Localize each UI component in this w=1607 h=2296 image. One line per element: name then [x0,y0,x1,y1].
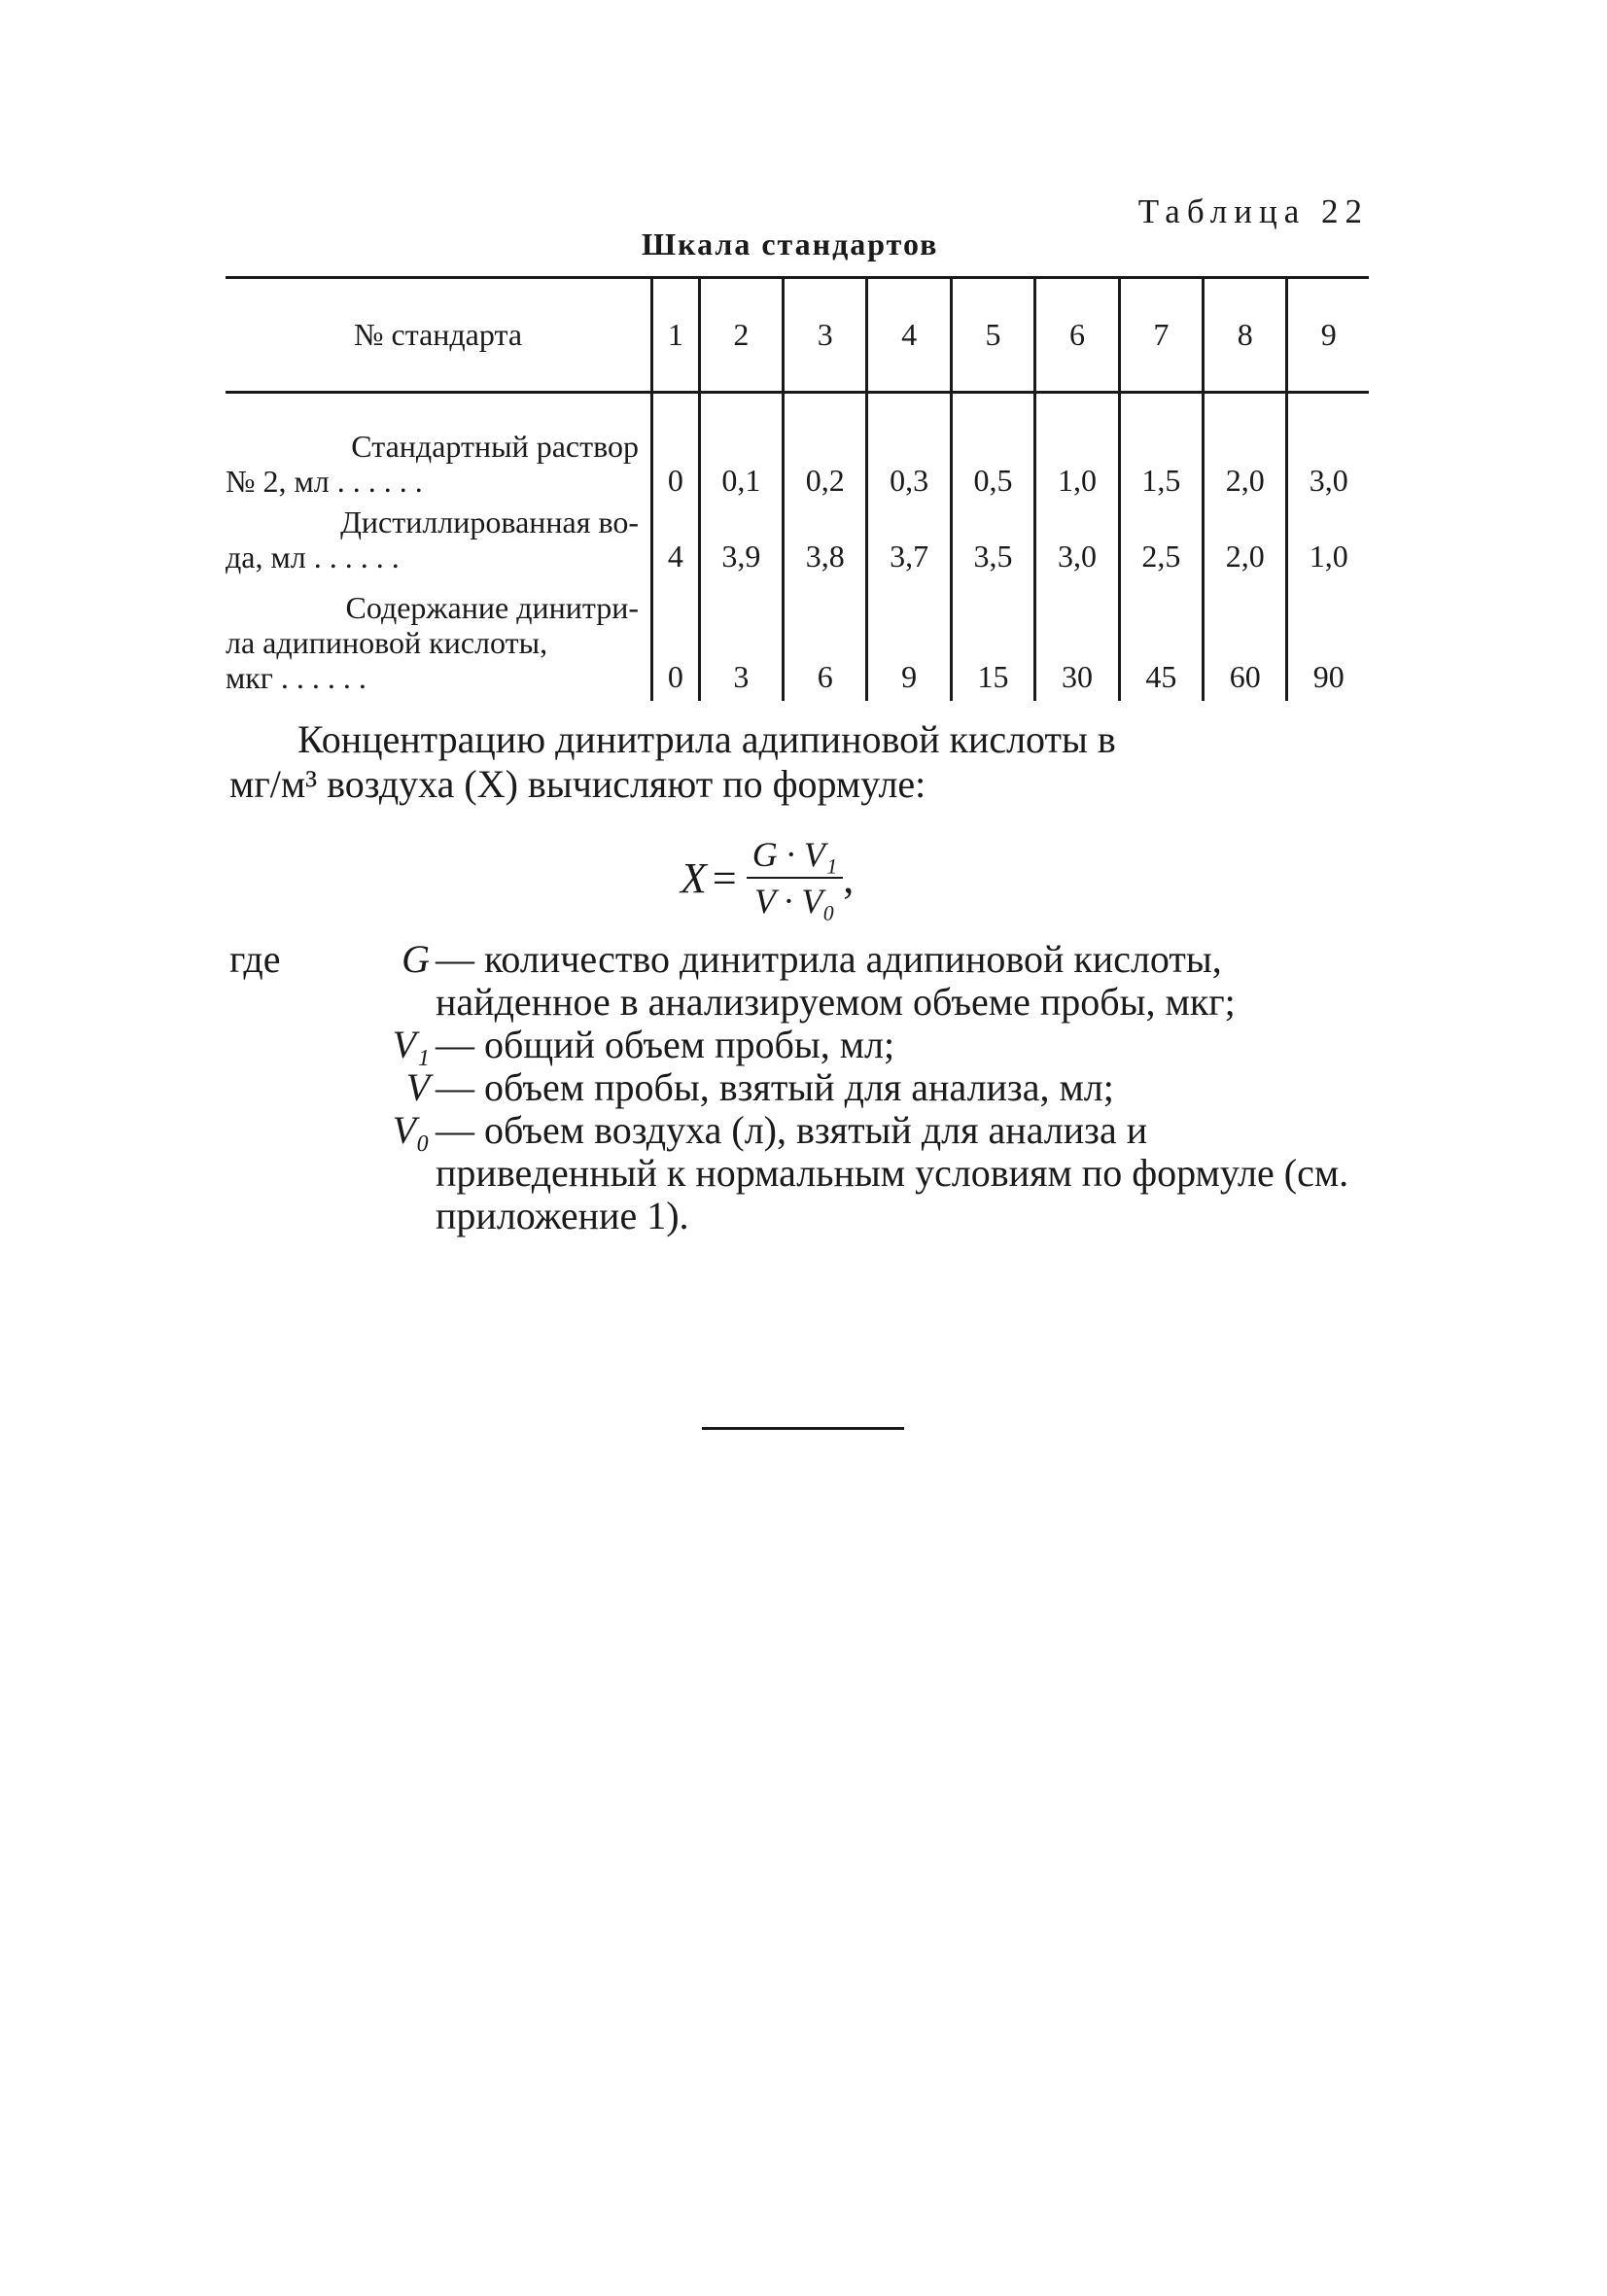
table-cell: 0,3 [867,393,951,505]
row-label-standard-solution: Стандартный раствор № 2, мл . . . . . . [226,429,639,499]
table-cell: 0 [652,393,700,505]
table-cell: 1,0 [1287,504,1369,580]
table-cell: 45 [1119,580,1203,701]
table-cell: 3,8 [784,504,867,580]
section-end-rule [702,1427,904,1430]
formula-numerator: G · V₁ [747,834,844,879]
header-col-5: 5 [951,278,1034,393]
definition-item [229,1024,1373,1066]
table-header-row [226,278,1369,393]
table-cell: 0,1 [699,393,783,505]
table-cell: 3,5 [951,504,1034,580]
definition-item [229,938,1373,1024]
table-cell: 3,7 [867,504,951,580]
definition-symbol: V₀ [392,1108,430,1152]
table-cell: 2,0 [1204,393,1287,505]
definition-text: — количество динитрила адипиновой кислоты, найденное в анализируемом объеме пробы, мкг; [436,937,1236,1024]
table-cell: 1,5 [1119,393,1203,505]
table-cell: 3,9 [699,504,783,580]
table-cell: 60 [1204,580,1287,701]
formula-equals: = [712,853,737,902]
definition-symbol: V₁ [392,1023,430,1066]
formula-denominator: V · V₀ [754,882,835,921]
formula-fraction [747,834,844,922]
definition-text: — объем пробы, взятый для анализа, мл; [436,1065,1114,1109]
table-cell: 30 [1035,580,1119,701]
row-label-adiponitrile-content: Содержание динитри- ла адипиновой кислоты, мкг . . . . . . [226,590,639,695]
row-label-distilled-water: Дистиллированная во- да, мл . . . . . . [226,504,639,574]
header-col-2: 2 [699,278,783,393]
table-cell: 3,0 [1035,504,1119,580]
header-col-8: 8 [1204,278,1287,393]
header-col-7: 7 [1119,278,1203,393]
formula-trailing-comma: , [843,853,855,902]
header-col-4: 4 [867,278,951,393]
table-cell: 0 [652,580,700,701]
standards-table [226,276,1369,701]
table-cell: 3 [699,580,783,701]
where-lead: где [229,937,281,981]
definition-item [229,1109,1373,1237]
definition-text: — общий объем пробы, мл; [436,1023,895,1066]
table-cell: 1,0 [1035,393,1119,505]
definition-symbol: V [405,1065,430,1109]
table-label: Таблица 22 [1137,192,1369,230]
table-cell: 0,2 [784,393,867,505]
definition-text: — объем воздуха (л), взятый для анализа и приведенный к нормальным условиям по формуле (см. приложение 1). [436,1108,1349,1237]
table-cell: 9 [867,580,951,701]
header-col-6: 6 [1035,278,1119,393]
concentration-formula [681,834,854,922]
definition-item [229,1066,1373,1109]
table-cell: 0,5 [951,393,1034,505]
table-cell: 2,0 [1204,504,1287,580]
paragraph-line-1: Концентрацию динитрила адипиновой кислоты в [297,717,1116,761]
table-row [226,580,1369,701]
header-col-9: 9 [1287,278,1369,393]
header-col-1: 1 [652,278,700,393]
table-row [226,393,1369,505]
table-cell: 15 [951,580,1034,701]
header-standard-number: № стандарта [226,278,652,393]
table-cell: 4 [652,504,700,580]
paragraph-line-2: мг/м³ воздуха (X) вычисляют по формуле: [229,762,926,806]
definition-symbol: G [402,937,430,981]
table-caption: Шкала стандартов [642,226,939,261]
header-col-3: 3 [784,278,867,393]
table-cell: 90 [1287,580,1369,701]
table-cell: 6 [784,580,867,701]
table-row [226,504,1369,580]
formula-intro-paragraph [229,717,1373,807]
formula-lhs: X [681,853,707,902]
variable-definitions [229,938,1373,1237]
table-cell: 2,5 [1119,504,1203,580]
table-cell: 3,0 [1287,393,1369,505]
